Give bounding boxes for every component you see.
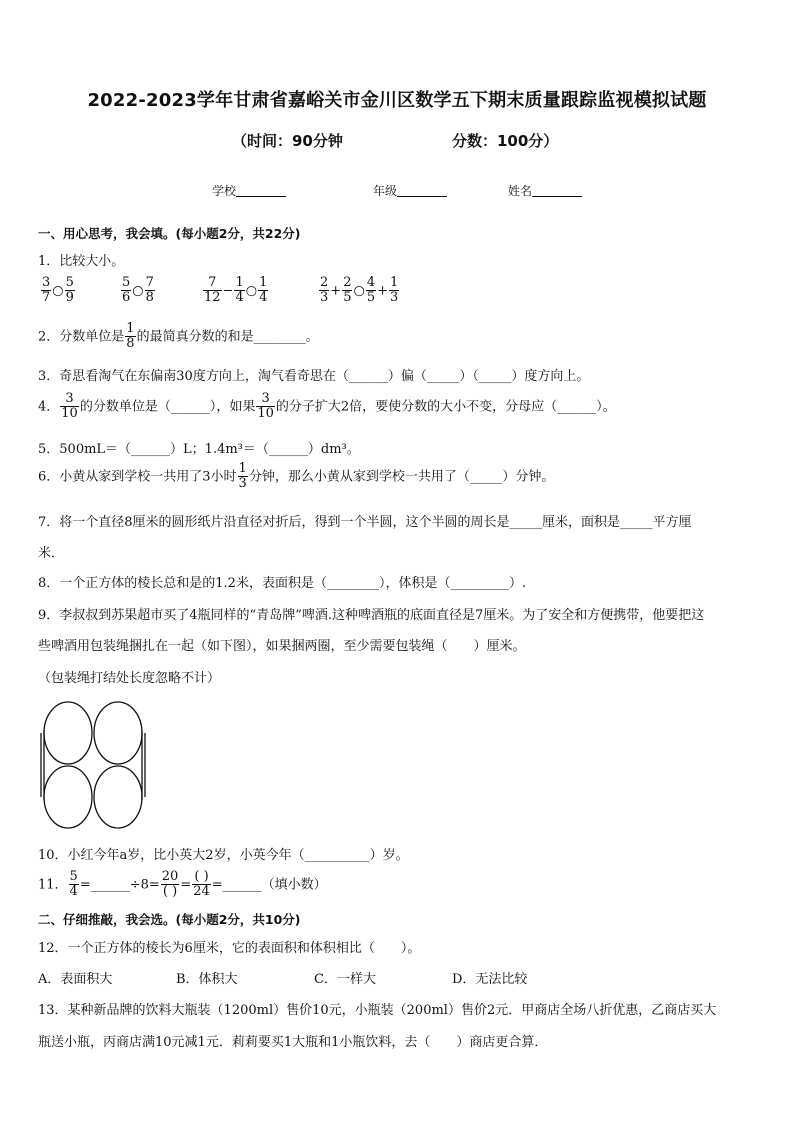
fraction: $\frac{20}{( )}$	[161, 869, 179, 900]
q5: 5．500mL＝（______）L；1.4m³＝（______）dm³。	[38, 442, 360, 457]
q1-item-d: $\frac{2}{3}$ + $\frac{2}{5}$ ○ $\frac{4}{5}$ + $\frac{1}{3}$	[320, 275, 399, 306]
section-1-heading: 一、用心思考，我会填。(每小题2分，共22分)	[38, 226, 301, 241]
q1-text: 1．比较大小。	[38, 254, 125, 269]
grade-field[interactable]	[373, 182, 447, 199]
compare-circle[interactable]: ○	[245, 283, 258, 299]
q9-line-2: 些啤酒用包装绳捆扎在一起（如下图），如果捆两圈，至少需要包装绳（ ）厘米。	[38, 639, 526, 654]
fraction: $\frac{3}{10}$	[257, 391, 274, 422]
fraction: $\frac{2}{3}$	[320, 275, 329, 306]
q12-option-b[interactable]: B．体积大	[176, 972, 238, 987]
q13-line-1: 13．某种新品牌的饮料大瓶装（1200ml）售价10元，小瓶装（200ml）售价2元．甲商店全场八折优惠，乙商店买大	[38, 1003, 717, 1018]
bottle-circle	[44, 702, 92, 764]
q12-option-a[interactable]: A．表面积大	[38, 972, 113, 987]
q12-option-d[interactable]: D．无法比较	[452, 972, 528, 987]
compare-circle[interactable]: ○	[353, 283, 365, 299]
section-2-heading: 二、仔细推敲，我会选。(每小题2分，共10分)	[38, 912, 301, 927]
bottle-bundle-figure	[40, 700, 146, 830]
bottle-circle	[94, 766, 142, 828]
fraction: $\frac{5}{4}$	[69, 869, 78, 900]
school-field[interactable]	[212, 182, 286, 199]
q6: 6．小黄从家到学校一共用了3小时 $\frac{1}{3}$ 分钟，那么小黄从家到学校一共用了（_____）分钟。	[38, 461, 555, 492]
bottle-circle	[44, 766, 92, 828]
fraction: $\frac{7}{8}$	[145, 275, 154, 306]
name-field[interactable]	[508, 182, 582, 199]
fraction: $\frac{5}{6}$	[122, 275, 131, 306]
grade-label: 年级	[373, 184, 398, 198]
fraction: $\frac{1}{4}$	[235, 275, 244, 306]
q9-line-1: 9．李叔叔到苏果超市买了4瓶同样的“青岛牌”啤酒.这种啤酒瓶的底面直径是7厘米。为了安全和方便携带，他要把这	[38, 608, 705, 623]
q2: 2．分数单位是 $\frac{1}{8}$ 的最简真分数的和是________。	[38, 321, 319, 352]
q7-line-1: 7．将一个直径8厘米的圆形纸片沿直径对折后，得到一个半圆，这个半圆的周长是_____厘米，面积是_____平方厘	[38, 515, 692, 530]
fraction: $\frac{3}{10}$	[61, 391, 78, 422]
fraction: $\frac{5}{9}$	[65, 275, 74, 306]
q4: 4． $\frac{3}{10}$ 的分数单位是（______），如果 $\frac{3}{10}$ 的分子扩大2倍，要使分数的大小不变，分母应（______）。	[38, 391, 616, 422]
q3: 3．奇思看淘气在东偏南30度方向上，淘气看奇思在（______）偏（_____）（_____）度方向上。	[38, 369, 590, 384]
q10: 10．小红今年a岁，比小英大2岁，小英今年（__________）岁。	[38, 848, 409, 863]
fraction: $\frac{( )}{24}$	[193, 869, 210, 900]
fraction: $\frac{3}{7}$	[42, 275, 51, 306]
fraction: $\frac{1}{4}$	[259, 275, 268, 306]
q7-line-2: 米．	[38, 546, 65, 561]
compare-circle[interactable]: ○	[132, 283, 144, 299]
bottle-circle	[94, 702, 142, 764]
fraction: $\frac{1}{8}$	[126, 321, 135, 352]
q12-option-c[interactable]: C．一样大	[314, 972, 376, 987]
fraction: $\frac{7}{12}$	[204, 275, 221, 306]
time-label: （时间：90分钟	[232, 132, 343, 150]
q11: 11． $\frac{5}{4}$ =______÷8= $\frac{20}{( )}$ = $\frac{( )}{24}$ =______（填小数）	[38, 869, 327, 900]
school-blank[interactable]	[236, 184, 286, 197]
q9-note: （包装绳打结处长度忽略不计）	[38, 671, 221, 686]
name-label: 姓名	[508, 184, 533, 198]
exam-title: 2022-2023学年甘肃省嘉峪关市金川区数学五下期末质量跟踪监视模拟试题	[87, 90, 707, 111]
q1-item-c: $\frac{7}{12}$ − $\frac{1}{4}$ ○ $\frac{1}{4}$	[204, 275, 268, 306]
fraction: $\frac{1}{3}$	[390, 275, 399, 306]
q13-line-2: 瓶送小瓶，丙商店满10元减1元．莉莉要买1大瓶和1小瓶饮料，去（ ）商店更合算．	[38, 1035, 548, 1050]
q8: 8．一个正方体的棱长总和是的1.2米，表面积是（________），体积是（_________）.	[38, 576, 527, 591]
q12-text: 12．一个正方体的棱长为6厘米，它的表面积和体积相比（ ）。	[38, 941, 421, 956]
school-label: 学校	[212, 184, 237, 198]
fraction: $\frac{1}{3}$	[238, 461, 247, 492]
name-blank[interactable]	[532, 184, 582, 197]
q1-item-b	[120, 276, 156, 306]
score-label: 分数：100分）	[452, 132, 559, 150]
grade-blank[interactable]	[397, 184, 447, 197]
fraction: $\frac{4}{5}$	[366, 275, 376, 306]
q1-item-a	[40, 276, 76, 306]
fraction: $\frac{2}{5}$	[343, 275, 352, 306]
compare-circle[interactable]: ○	[52, 283, 64, 299]
